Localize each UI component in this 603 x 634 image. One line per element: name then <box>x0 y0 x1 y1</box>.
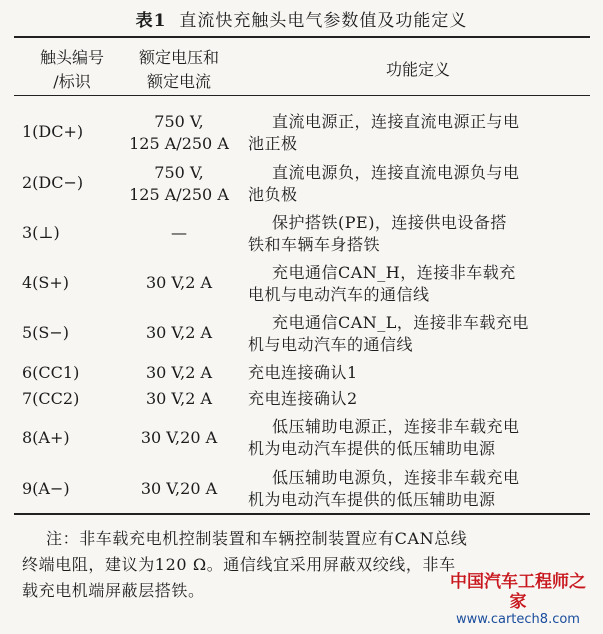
header-rating <box>118 46 240 94</box>
function-line1: 充电通信CAN_L，连接非车载充电 <box>272 313 529 332</box>
rating-line1: 30 V,2 A <box>145 323 213 342</box>
contact-id: 5(S−) <box>22 323 70 342</box>
bottom-rule <box>14 513 590 515</box>
contact-id: 1(DC+) <box>22 122 84 141</box>
function-line1: 充电通信CAN_H，连接非车载充 <box>272 263 516 282</box>
function-line2: 电机与电动汽车的通信线 <box>248 285 430 304</box>
rating-line1: 30 V,2 A <box>145 363 213 382</box>
function-line1: 直流电源正，连接直流电源正与电 <box>272 112 520 131</box>
watermark-url: www.cartech8.com <box>456 612 580 627</box>
function-line1: 低压辅助电源负，连接非车载充电 <box>272 468 520 487</box>
rating-line2: 125 A/250 A <box>129 185 229 204</box>
note-line1: 注：非车载充电机控制装置和车辆控制装置应有CAN总线 <box>46 529 468 548</box>
contact-id: 4(S+) <box>22 273 70 292</box>
function-line1: 充电连接确认1 <box>248 363 358 382</box>
function-line1: 低压辅助电源正，连接非车载充电 <box>272 417 520 436</box>
note-line2: 终端电阻，建议为120 Ω。通信线宜采用屏蔽双绞线，非车 <box>22 555 456 574</box>
function-line2: 机与电动汽车的通信线 <box>248 335 414 354</box>
rating-line1: — <box>171 223 187 242</box>
rating-line1: 30 V,2 A <box>145 389 213 408</box>
function-line2: 机为电动汽车提供的低压辅助电源 <box>248 439 496 458</box>
header-rule <box>14 95 590 96</box>
watermark-name: 中国汽车工程师之家 <box>450 572 586 612</box>
watermark <box>443 572 593 628</box>
rating-line1: 750 V, <box>154 163 204 182</box>
rating-line1: 30 V,20 A <box>140 479 218 498</box>
contact-id: 6(CC1) <box>22 363 80 382</box>
function-line2: 机为电动汽车提供的低压辅助电源 <box>248 490 496 509</box>
header-contact-id-line2: /标识 <box>53 72 91 91</box>
contact-id: 8(A+) <box>22 428 70 447</box>
rating-line1: 30 V,20 A <box>140 428 218 447</box>
contact-id: 7(CC2) <box>22 389 80 408</box>
header-rating-line2: 额定电流 <box>146 72 211 91</box>
contact-id: 9(A−) <box>22 479 70 498</box>
rating-line1: 30 V,2 A <box>145 273 213 292</box>
function-line1: 直流电源负，连接直流电源负与电 <box>272 163 520 182</box>
function-line1: 充电连接确认2 <box>248 389 358 408</box>
top-rule <box>14 36 590 38</box>
table-number: 表1 <box>135 11 167 31</box>
header-contact-id <box>18 46 126 94</box>
function-line1: 保护搭铁(PE)，连接供电设备搭 <box>272 213 507 232</box>
function-line2: 铁和车辆车身搭铁 <box>248 235 381 254</box>
contact-id: 2(DC−) <box>22 173 84 192</box>
rating-line1: 750 V, <box>154 112 204 131</box>
rating-line2: 125 A/250 A <box>129 134 229 153</box>
header-contact-id-line1: 触头编号 <box>39 48 104 67</box>
table-caption: 直流快充触头电气参数值及功能定义 <box>179 11 468 31</box>
note-line3: 载充电机端屏蔽层搭铁。 <box>22 581 205 600</box>
function-line2: 池正极 <box>248 134 298 153</box>
table-title <box>0 6 603 31</box>
header-function: 功能定义 <box>385 60 450 79</box>
header-rating-line1: 额定电压和 <box>138 48 219 67</box>
contact-id: 3(⊥) <box>22 223 60 242</box>
function-line2: 池负极 <box>248 185 298 204</box>
